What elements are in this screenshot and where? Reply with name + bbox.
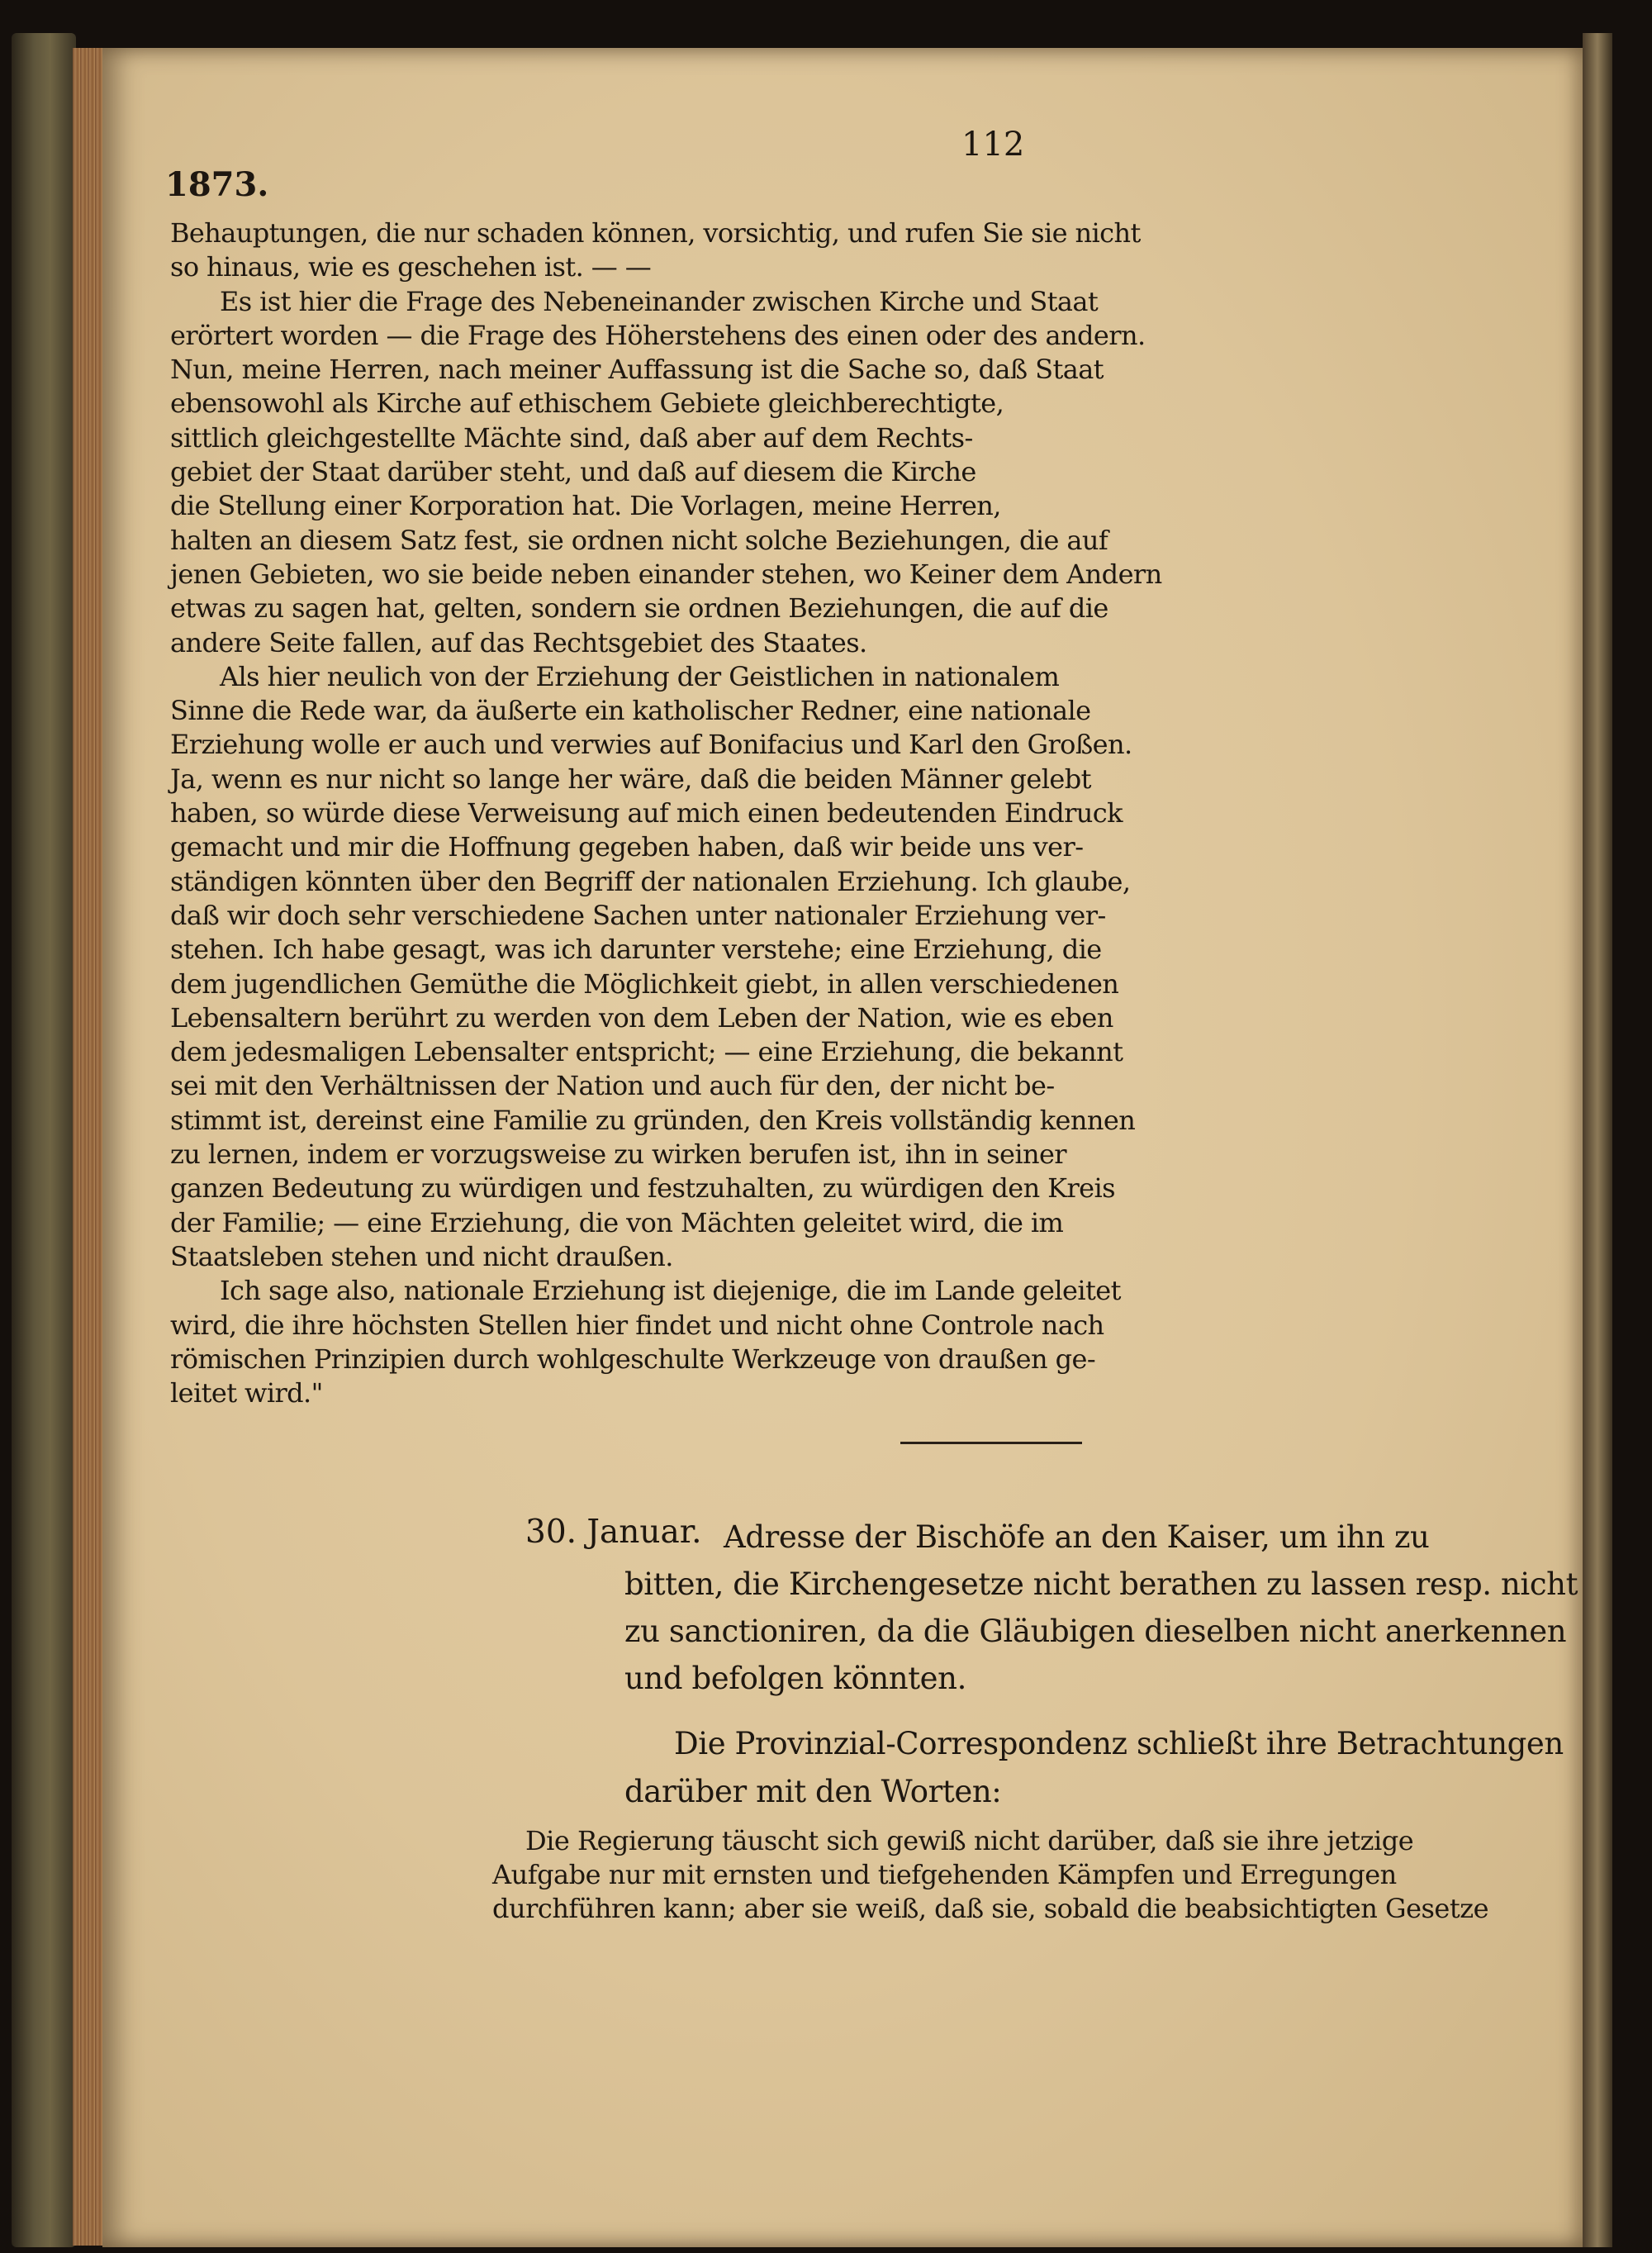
text-line: stehen. Ich habe gesagt, was ich darunter verstehe; eine Erziehung, die (170, 934, 1102, 966)
text-line: Ja, wenn es nur nicht so lange her wäre, daß die beiden Männer gelebt (170, 763, 1091, 795)
intro-text (624, 1720, 1564, 1816)
speech-text (170, 216, 1162, 1410)
text-line: sittlich gleichgestellte Mächte sind, daß aber auf dem Rechts- (170, 421, 973, 454)
page-stack-edge (73, 48, 104, 2246)
text-line: halten an diesem Satz fest, sie ordnen nicht solche Beziehungen, die auf (170, 524, 1108, 556)
text-line: dem jugendlichen Gemüthe die Möglichkeit giebt, in allen verschiedenen (170, 967, 1119, 1000)
text-line: Lebensaltern berührt zu werden von dem Leben der Nation, wie es eben (170, 1001, 1113, 1034)
text-line: Sinne die Rede war, da äußerte ein katholischer Redner, eine nationale (170, 695, 1091, 727)
text-line: zu lernen, indem er vorzugsweise zu wirken berufen ist, ihn in seiner (170, 1138, 1067, 1171)
text-line: daß wir doch sehr verschiedene Sachen unter nationaler Erziehung ver- (170, 899, 1106, 931)
text-line: Die Provinzial-Correspondenz schließt ihre Betrachtungen (674, 1726, 1564, 1761)
text-line: leitet wird." (170, 1377, 323, 1409)
text-line: Ich sage also, nationale Erziehung ist diejenige, die im Lande geleitet (220, 1275, 1121, 1307)
text-line: gebiet der Staat darüber steht, und daß auf diesem die Kirche (170, 456, 976, 488)
text-line: Als hier neulich von der Erziehung der Geistlichen in nationalem (220, 660, 1060, 692)
text-line: römischen Prinzipien durch wohlgeschulte Werkzeuge von draußen ge- (170, 1343, 1096, 1375)
text-line: etwas zu sagen hat, gelten, sondern sie ordnen Beziehungen, die auf die (170, 592, 1108, 625)
text-line: ständigen könnten über den Begriff der nationalen Erziehung. Ich glaube, (170, 865, 1131, 897)
text-line: erörtert worden — die Frage des Höherstehens des einen oder des andern. (170, 319, 1146, 351)
text-line: durchführen kann; aber sie weiß, daß sie, sobald die beabsichtigten Gesetze (492, 1893, 1489, 1924)
text-line: Die Regierung täuscht sich gewiß nicht darüber, daß sie ihre jetzige (525, 1825, 1414, 1856)
section-divider (900, 1442, 1082, 1444)
book-binding-edge (12, 33, 76, 2247)
text-line: zu sanctioniren, da die Gläubigen dieselben nicht anerkennen (624, 1614, 1567, 1649)
text-line: Erziehung wolle er auch und verwies auf Bonifacius und Karl den Großen. (170, 729, 1132, 761)
entry-summary (624, 1514, 1578, 1702)
text-line: wird, die ihre höchsten Stellen hier findet und nicht ohne Controle nach (170, 1309, 1104, 1341)
text-line: ganzen Bedeutung zu würdigen und festzuhalten, zu würdigen den Kreis (170, 1172, 1115, 1205)
text-line: Es ist hier die Frage des Nebeneinander zwischen Kirche und Staat (220, 285, 1099, 317)
year-heading: 1873. (165, 165, 269, 204)
text-line: sei mit den Verhältnissen der Nation und auch für den, der nicht be- (170, 1070, 1055, 1102)
text-line: Staatsleben stehen und nicht draußen. (170, 1240, 673, 1272)
text-line: der Familie; — eine Erziehung, die von Mächten geleitet wird, die im (170, 1206, 1064, 1238)
text-line: und befolgen könnten. (624, 1661, 966, 1696)
text-line: darüber mit den Worten: (624, 1774, 1002, 1809)
text-line: Nun, meine Herren, nach meiner Auffassung ist die Sache so, daß Staat (170, 354, 1104, 386)
text-line: gemacht und mir die Hoffnung gegeben haben, daß wir beide uns ver- (170, 831, 1084, 863)
entry-date: 30. Januar. (525, 1514, 702, 1551)
text-line: stimmt ist, dereinst eine Familie zu gründen, den Kreis vollständig kennen (170, 1104, 1136, 1136)
text-line: jenen Gebieten, wo sie beide neben einander stehen, wo Keiner dem Andern (170, 558, 1162, 590)
text-line: ebensowohl als Kirche auf ethischem Gebiete gleichberechtigte, (170, 387, 1004, 420)
text-line: andere Seite fallen, auf das Rechtsgebiet des Staates. (170, 626, 867, 658)
text-line: dem jedesmaligen Lebensalter entspricht; — eine Erziehung, die bekannt (170, 1036, 1123, 1068)
text-line: Adresse der Bischöfe an den Kaiser, um ihn zu (724, 1519, 1430, 1555)
page-number: 112 (961, 126, 1025, 164)
book-right-edge (1583, 33, 1612, 2247)
text-line: haben, so würde diese Verweisung auf mich einen bedeutenden Eindruck (170, 797, 1123, 829)
text-line: bitten, die Kirchengesetze nicht berathen zu lassen resp. nicht (624, 1566, 1578, 1602)
text-line: so hinaus, wie es geschehen ist. — — (170, 251, 652, 283)
quote-text (492, 1824, 1488, 1926)
text-line: die Stellung einer Korporation hat. Die Vorlagen, meine Herren, (170, 490, 1001, 522)
text-line: Aufgabe nur mit ernsten und tiefgehenden Kämpfen und Erregungen (492, 1859, 1397, 1890)
text-line: Behauptungen, die nur schaden können, vorsichtig, und rufen Sie sie nicht (170, 217, 1141, 249)
